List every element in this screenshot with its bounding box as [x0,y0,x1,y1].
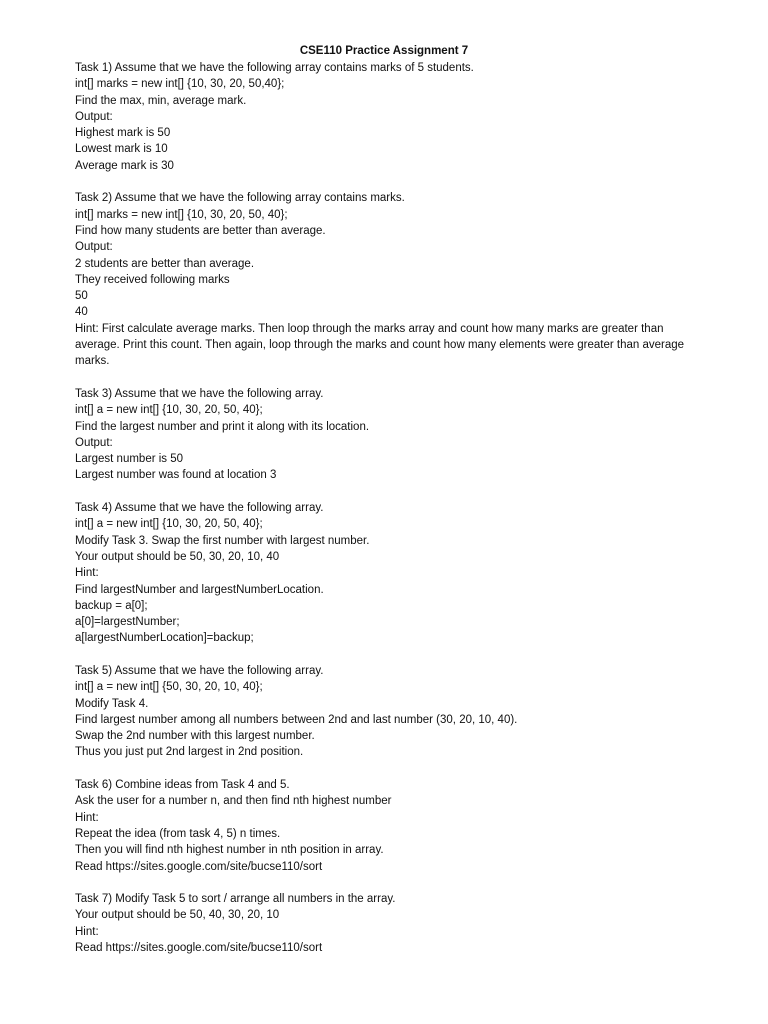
task-2 [75,190,700,369]
task-3-line: Largest number is 50 [75,453,184,466]
task-5-line: Swap the 2nd number with this largest number. [75,730,315,743]
document-title: CSE110 Practice Assignment 7 [299,45,469,57]
task-4-line: a[0]=largestNumber; [75,616,180,629]
task-4-line: backup = a[0]; [75,599,148,612]
task-6 [75,777,700,875]
task-7-line: Hint: [75,925,99,938]
task-4 [75,500,700,647]
task-2-hint-paragraph: Hint: First calculate average marks. Then loop through the marks array and count how many marks are greater than average. Print this count. Then again, loop through the marks and count how many elements were greater than average marks. [75,322,685,368]
task-1-line: int[] marks = new int[] {10, 30, 20, 50,40}; [75,78,285,91]
task-4-line: Task 4) Assume that we have the following array. [75,502,324,515]
task-5-line: Modify Task 4. [75,697,149,710]
task-6-line: Then you will find nth highest number in nth position in array. [75,844,384,857]
task-3-line: Largest number was found at location 3 [75,469,277,482]
task-2-line: 40 [75,306,88,319]
task-1-line: Highest mark is 50 [75,127,171,140]
task-5 [75,663,700,761]
task-2-line: Find how many students are better than average. [75,224,326,237]
task-5-line: Task 5) Assume that we have the following array. [75,664,324,677]
task-3-line: Output: [75,436,113,449]
task-7-line: Task 7) Modify Task 5 to sort / arrange all numbers in the array. [75,893,396,906]
task-4-line: Your output should be 50, 30, 20, 10, 40 [75,550,280,563]
task-6-line: Read https://sites.google.com/site/bucse110/sort [75,860,323,873]
task-5-line: Thus you just put 2nd largest in 2nd position. [75,746,304,759]
task-2-line: Output: [75,241,113,254]
task-1-line: Average mark is 30 [75,159,174,172]
task-6-line: Ask the user for a number n, and then find nth highest number [75,795,392,808]
task-6-line: Hint: [75,811,99,824]
task-5-line: int[] a = new int[] {50, 30, 20, 10, 40}; [75,681,263,694]
task-2-line: 50 [75,290,88,303]
task-7-line: Your output should be 50, 40, 30, 20, 10 [75,909,280,922]
task-1 [75,60,700,174]
task-5-line: Find largest number among all numbers between 2nd and last number (30, 20, 10, 40). [75,713,518,726]
task-3-line: int[] a = new int[] {10, 30, 20, 50, 40}; [75,404,263,417]
task-6-line: Task 6) Combine ideas from Task 4 and 5. [75,779,290,792]
task-4-line: int[] a = new int[] {10, 30, 20, 50, 40}; [75,518,263,531]
task-7 [75,891,700,956]
task-3-line: Task 3) Assume that we have the following array. [75,387,324,400]
task-2-line: Task 2) Assume that we have the following array contains marks. [75,192,405,205]
task-2-line: They received following marks [75,273,230,286]
task-4-line: a[largestNumberLocation]=backup; [75,632,254,645]
task-3-line: Find the largest number and print it along with its location. [75,420,370,433]
task-4-line: Hint: [75,567,99,580]
task-1-line: Lowest mark is 10 [75,143,168,156]
task-1-line: Find the max, min, average mark. [75,94,247,107]
task-1-line: Task 1) Assume that we have the following array contains marks of 5 students. [75,62,474,74]
document-body [75,60,700,956]
task-4-line: Find largestNumber and largestNumberLocation. [75,583,324,596]
task-1-line: Output: [75,110,113,123]
task-6-line: Repeat the idea (from task 4, 5) n times. [75,827,281,840]
task-2-line: int[] marks = new int[] {10, 30, 20, 50, 40}; [75,208,288,221]
task-4-line: Modify Task 3. Swap the first number with largest number. [75,534,370,547]
task-7-line: Read https://sites.google.com/site/bucse110/sort [75,942,323,955]
task-3 [75,386,700,484]
task-2-line: 2 students are better than average. [75,257,255,270]
